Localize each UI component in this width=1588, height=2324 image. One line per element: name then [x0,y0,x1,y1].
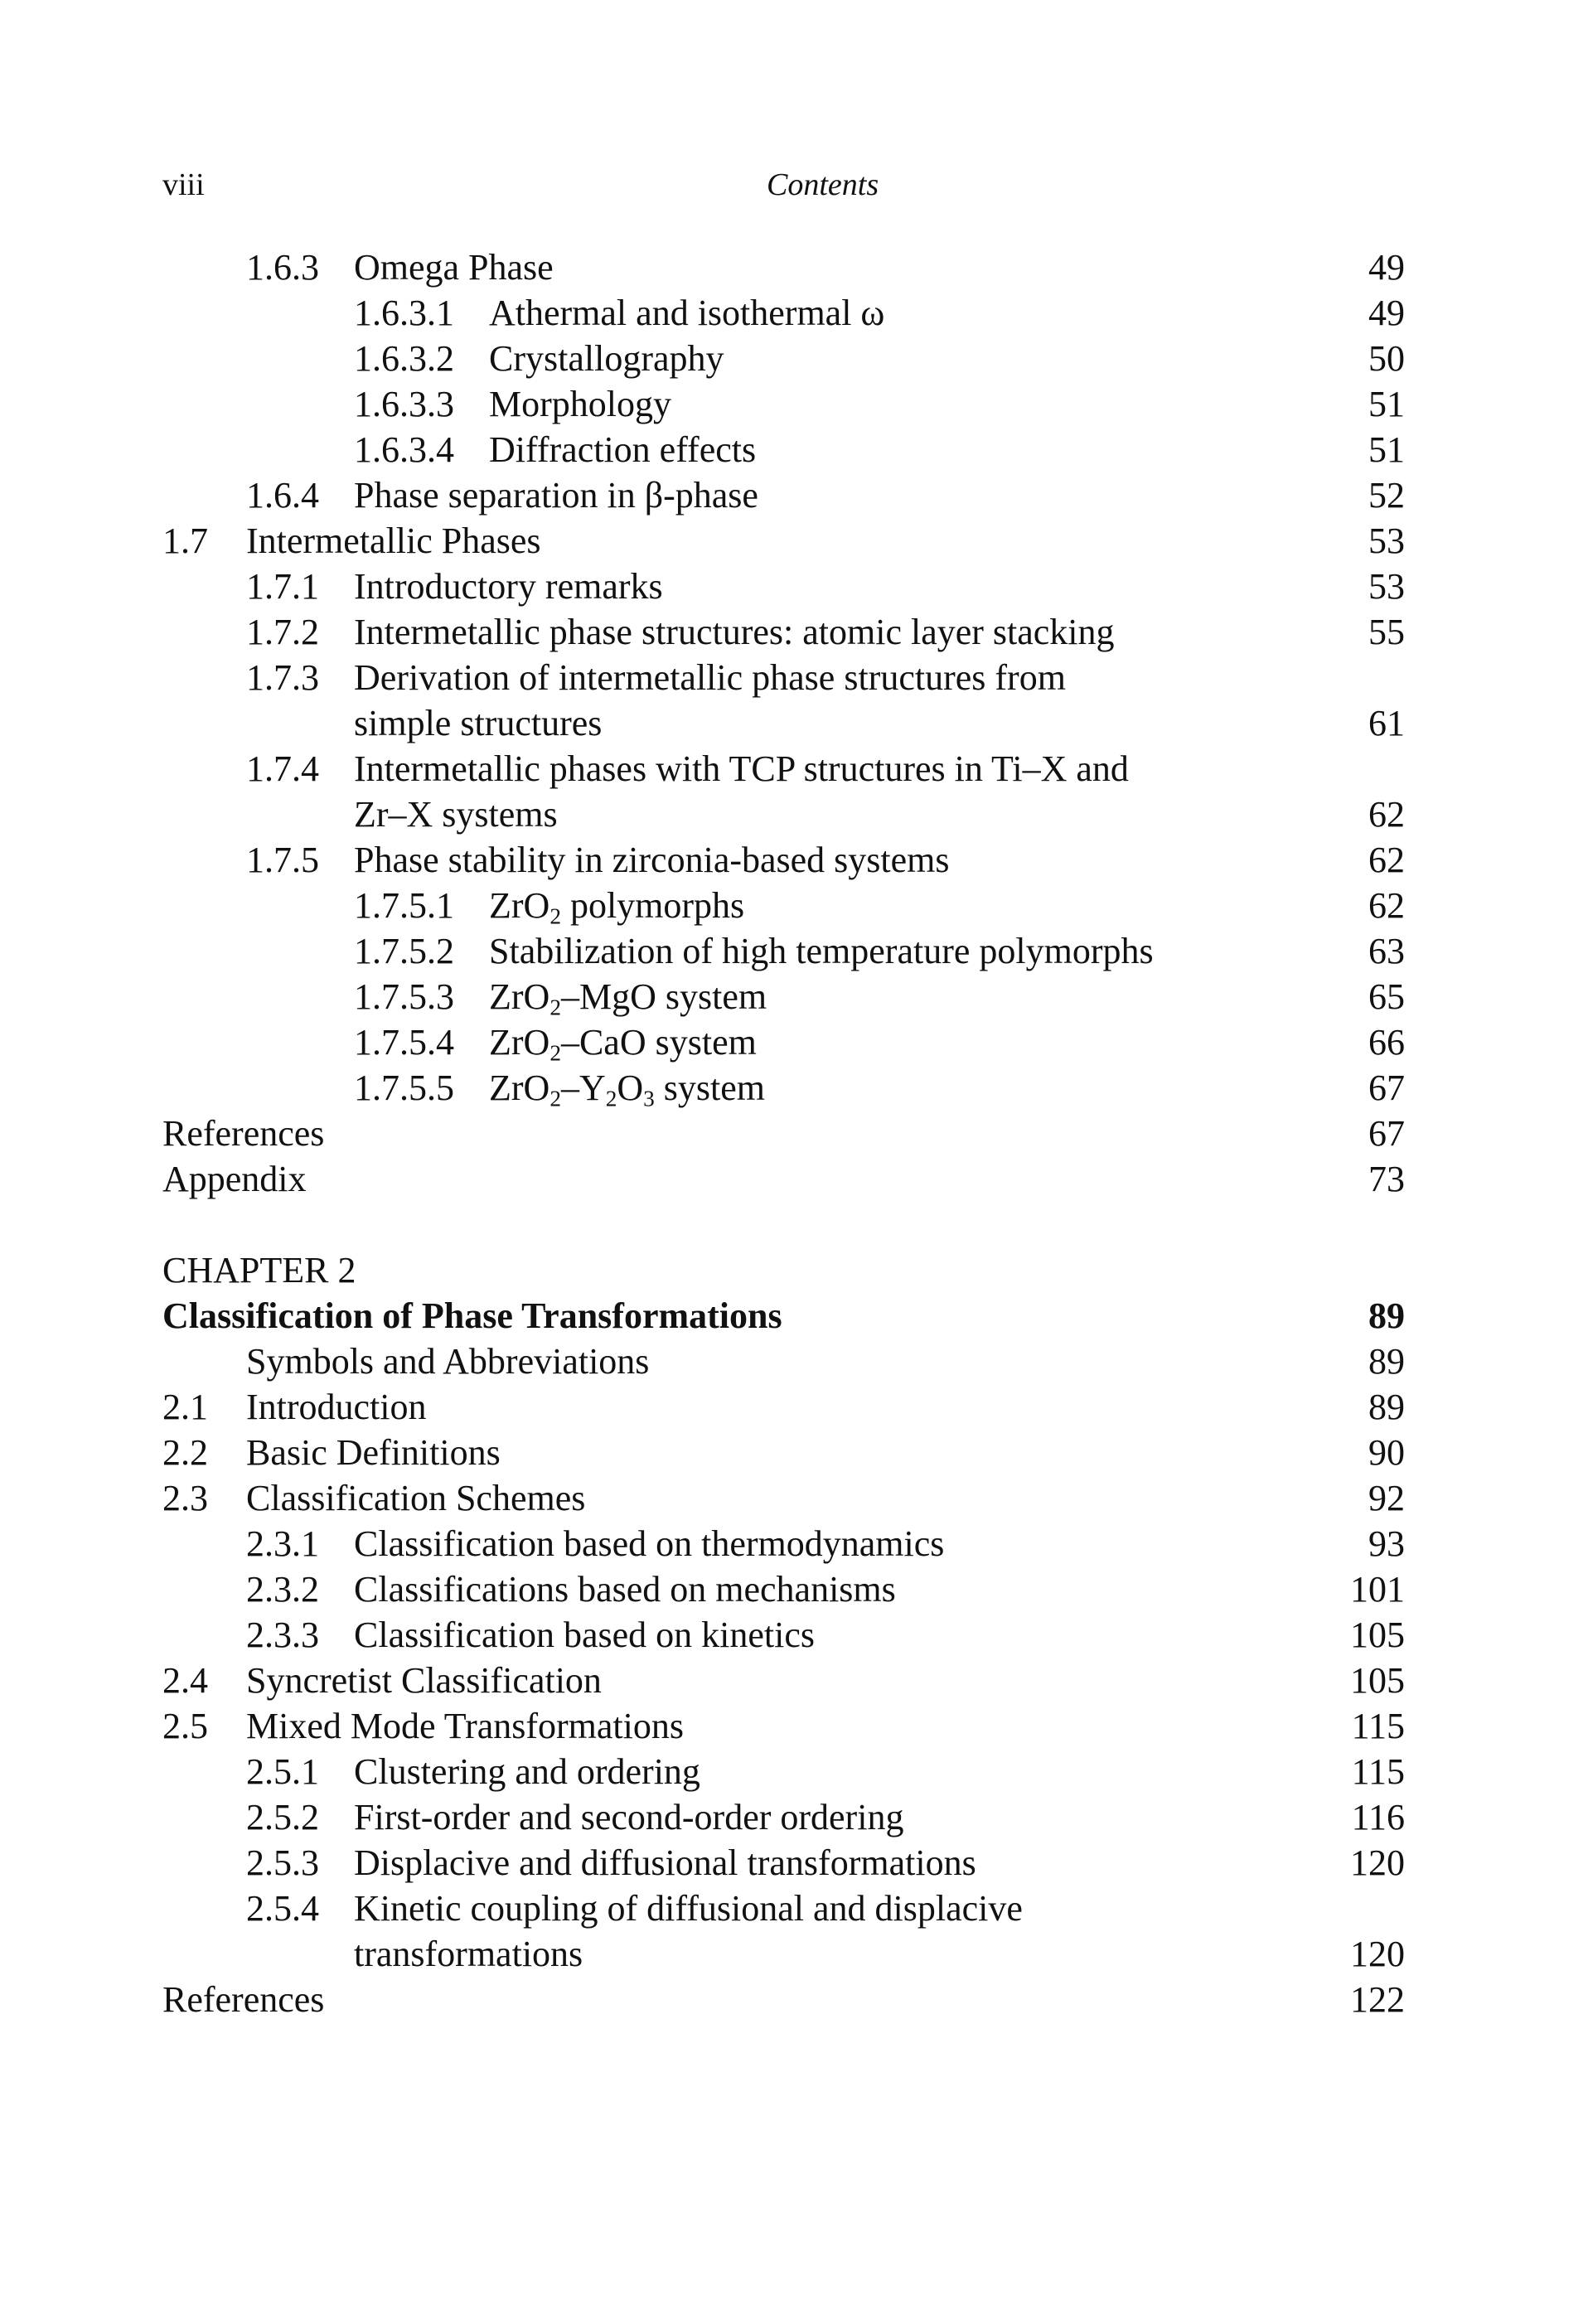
toc-entry[interactable] [0,1794,1588,1840]
toc-entry[interactable] [0,1566,1588,1612]
toc-entry-page: 63 [1368,931,1405,971]
toc-entry[interactable] [0,928,1588,974]
toc-entry-page: 89 [1368,1295,1405,1336]
toc-entry-page: 120 [1350,1934,1405,1974]
toc-entry-number: 1.7.4 [246,748,319,789]
toc-entry[interactable] [0,1612,1588,1658]
toc-entry-page: 89 [1368,1387,1405,1427]
toc-entry-number: 1.7.2 [246,612,319,652]
toc-entry[interactable] [0,883,1588,928]
toc-entry-number: 1.7.5.2 [354,931,454,971]
toc-entry[interactable] [0,518,1588,564]
spacer [0,1202,1588,1247]
toc-entry-number: 1.6.3.2 [354,338,454,379]
toc-entry[interactable] [0,1111,1588,1156]
toc-entry-title: Intermetallic Phases [246,520,541,561]
toc-entry-page: 116 [1351,1797,1405,1837]
toc-entry-page: 101 [1350,1569,1405,1610]
toc-entry[interactable] [0,427,1588,472]
toc-entry-title: Phase stability in zirconia-based systems [354,840,950,880]
toc-entry-page: 50 [1368,338,1405,379]
running-head: Contents [767,167,879,202]
toc-entry-number: 2.5 [162,1706,208,1746]
toc-entry-title: References [162,1113,325,1154]
toc-entry[interactable] [0,1977,1588,2022]
toc-entry-number: 1.7.5 [246,840,319,880]
toc-entry-continuation[interactable] [0,792,1588,837]
toc-entry[interactable] [0,1384,1588,1430]
toc-entry-number: 2.3.3 [246,1615,319,1655]
toc-entry-title: Kinetic coupling of diffusional and displacive [354,1888,1023,1929]
toc-entry-page: 120 [1350,1842,1405,1883]
toc-entry[interactable] [0,1521,1588,1566]
toc-entry-title: Morphology [489,384,671,424]
toc-entry[interactable] [0,1247,1588,1293]
toc-entry-number: 1.6.3 [246,247,319,288]
toc-entry-title: Crystallography [489,338,724,379]
toc-entry-title: Mixed Mode Transformations [246,1706,684,1746]
toc-entry-number: 2.3.1 [246,1523,319,1564]
toc-entry-title: ZrO$_2$–CaO system [489,1022,757,1066]
toc-entry[interactable] [0,837,1588,883]
toc-entry[interactable] [0,1658,1588,1703]
toc-entry[interactable] [0,564,1588,609]
toc-entry-title: Derivation of intermetallic phase structures from [354,657,1066,698]
toc-entry-page: 62 [1368,840,1405,880]
toc-entry-title: ZrO$_2$ polymorphs [489,885,745,929]
toc-entry-continuation[interactable] [0,1931,1588,1977]
toc-entry-title: Introductory remarks [354,566,663,607]
toc-entry-number: 1.7.5.1 [354,885,454,926]
toc-entry[interactable] [0,472,1588,518]
toc-entry-page: 62 [1368,885,1405,926]
toc-entry-page: 66 [1368,1022,1405,1063]
toc-entry-title: Stabilization of high temperature polymorphs [489,931,1154,971]
toc-entry-number: 2.3.2 [246,1569,319,1610]
page-number: viii [162,167,205,202]
toc-entry-title: Displacive and diffusional transformations [354,1842,976,1883]
toc-entry[interactable] [0,1840,1588,1886]
toc-entry-title-continued: Zr–X systems [354,794,558,835]
toc-entry-title: First-order and second-order ordering [354,1797,904,1837]
table-of-contents [0,245,1588,2022]
toc-entry[interactable] [0,336,1588,381]
toc-entry[interactable] [0,1339,1588,1384]
toc-entry-page: 93 [1368,1523,1405,1564]
toc-entry-number: 2.5.3 [246,1842,319,1883]
toc-entry-page: 73 [1368,1159,1405,1199]
toc-entry[interactable] [0,1430,1588,1475]
toc-entry-number: 2.5.4 [246,1888,319,1929]
toc-entry-title-continued: transformations [354,1934,583,1974]
toc-entry-title: Appendix [162,1159,307,1199]
toc-entry-page: 92 [1368,1478,1405,1518]
toc-entry-page: 51 [1368,429,1405,470]
toc-entry-title: Diffraction effects [489,429,757,470]
toc-entry-title: References [162,1979,325,2020]
toc-entry[interactable] [0,290,1588,336]
toc-entry-page: 49 [1368,293,1405,333]
toc-entry-page: 55 [1368,612,1405,652]
toc-entry-number: 1.6.3.3 [354,384,454,424]
toc-entry-title: Basic Definitions [246,1432,501,1473]
toc-entry[interactable] [0,974,1588,1019]
toc-entry-number: 2.1 [162,1387,208,1427]
toc-entry-title: Classification of Phase Transformations [162,1295,782,1336]
toc-entry-number: 1.7.5.4 [354,1022,454,1063]
toc-entry-title: Intermetallic phases with TCP structures in Ti–X and [354,748,1129,789]
toc-entry-number: 1.7.1 [246,566,319,607]
toc-entry-page: 122 [1350,1979,1405,2020]
toc-entry-page: 52 [1368,475,1405,516]
toc-entry[interactable] [0,1475,1588,1521]
toc-entry-page: 53 [1368,566,1405,607]
toc-entry-page: 115 [1351,1706,1405,1746]
toc-entry-number: 1.7 [162,520,208,561]
toc-entry[interactable] [0,1886,1588,1931]
toc-entry[interactable] [0,1749,1588,1794]
toc-entry[interactable] [0,1703,1588,1749]
toc-entry[interactable] [0,746,1588,792]
toc-entry[interactable] [0,1019,1588,1065]
toc-entry-page: 67 [1368,1068,1405,1108]
toc-entry-title: Intermetallic phase structures: atomic layer stacking [354,612,1115,652]
toc-entry-number: 1.6.4 [246,475,319,516]
toc-entry-title: Classifications based on mechanisms [354,1569,896,1610]
toc-entry-number: 2.2 [162,1432,208,1473]
toc-entry[interactable] [0,1065,1588,1111]
toc-entry-number: 2.5.1 [246,1751,319,1792]
toc-entry[interactable] [0,655,1588,700]
toc-entry-title: Athermal and isothermal ω [489,293,885,333]
toc-entry[interactable] [0,1156,1588,1202]
toc-entry-page: 62 [1368,794,1405,835]
toc-entry-title: Classification based on kinetics [354,1615,815,1655]
toc-entry-title: Omega Phase [354,247,554,288]
toc-entry-number: 1.7.5.3 [354,976,454,1017]
toc-entry-title: Classification Schemes [246,1478,586,1518]
toc-entry-page: 105 [1350,1615,1405,1655]
toc-entry[interactable] [0,609,1588,655]
toc-entry-title: Classification based on thermodynamics [354,1523,945,1564]
toc-entry-title: Introduction [246,1387,427,1427]
toc-entry-number: 2.3 [162,1478,208,1518]
toc-entry-page: 115 [1351,1751,1405,1792]
toc-entry-title: $ZrO_2-Y_2O_3$ system [489,1068,766,1111]
toc-entry-page: 61 [1368,703,1405,743]
toc-entry-number: 1.7.5.5 [354,1068,454,1108]
toc-entry-number: 1.6.3.1 [354,293,454,333]
toc-entry-page: 65 [1368,976,1405,1017]
toc-entry-title: Clustering and ordering [354,1751,700,1792]
toc-entry-title: CHAPTER 2 [162,1250,356,1290]
toc-entry-number: 1.7.3 [246,657,319,698]
toc-entry-continuation[interactable] [0,700,1588,746]
toc-entry-number: 2.5.2 [246,1797,319,1837]
toc-entry-page: 67 [1368,1113,1405,1154]
toc-entry-title: ZrO$_2$–MgO system [489,976,767,1020]
toc-entry[interactable] [0,381,1588,427]
toc-entry-page: 105 [1350,1660,1405,1701]
toc-entry-title: Syncretist Classification [246,1660,602,1701]
toc-entry[interactable] [0,1293,1588,1339]
toc-entry-page: 53 [1368,520,1405,561]
toc-entry-number: 2.4 [162,1660,208,1701]
toc-entry-title: Phase separation in β-phase [354,475,758,516]
toc-entry[interactable] [0,245,1588,290]
toc-entry-page: 51 [1368,384,1405,424]
toc-entry-page: 90 [1368,1432,1405,1473]
toc-entry-title-continued: simple structures [354,703,603,743]
toc-entry-page: 49 [1368,247,1405,288]
toc-entry-title: Symbols and Abbreviations [246,1341,650,1382]
toc-entry-page: 89 [1368,1341,1405,1382]
toc-entry-number: 1.6.3.4 [354,429,454,470]
